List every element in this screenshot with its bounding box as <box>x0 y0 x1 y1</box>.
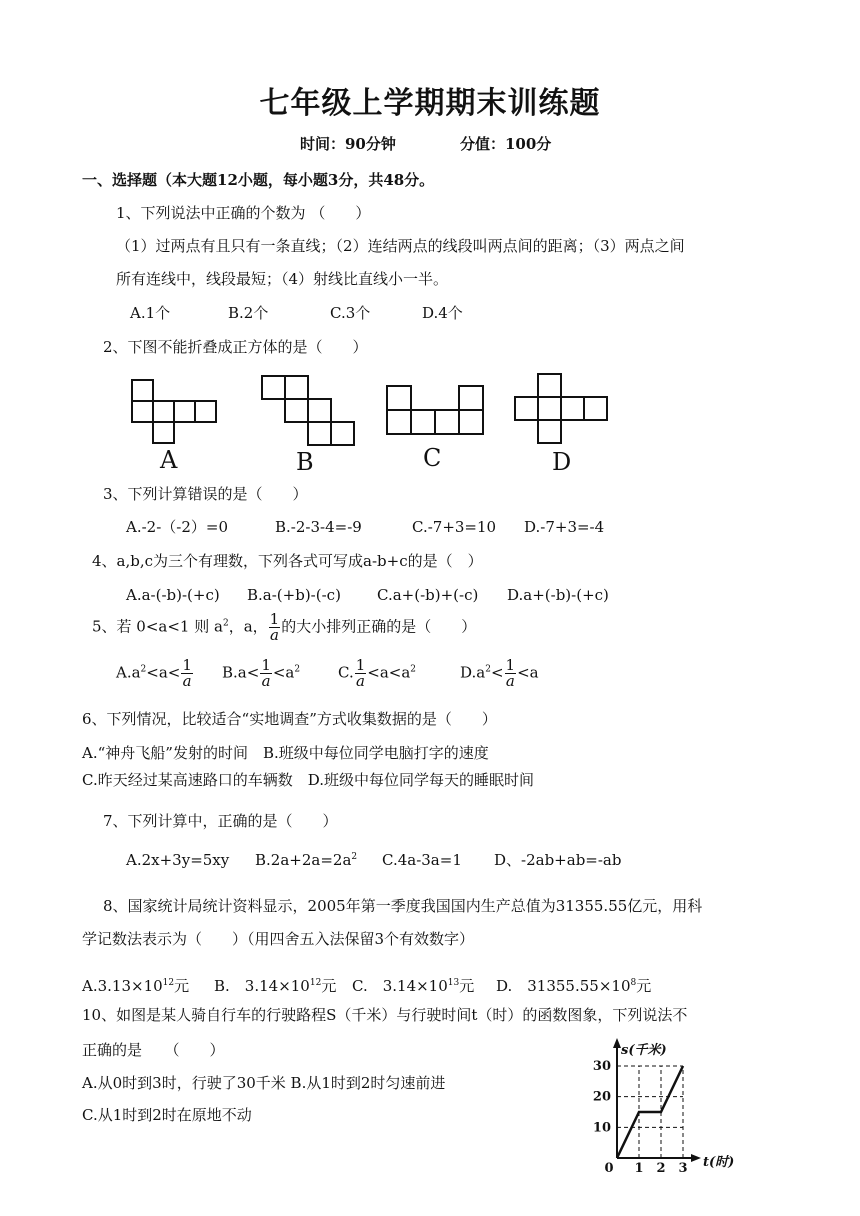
q8-option-b: B. $3.14\times 10^{12}$元 <box>214 977 337 995</box>
q1-option-d: D.4个 <box>422 304 463 322</box>
exam-time: 时间：90分钟 <box>300 135 396 153</box>
q6-line1: A.“神舟飞船”发射的时间 B.班级中每位同学电脑打字的速度 <box>82 744 489 762</box>
section-heading: 一、选择题（本大题12小题，每小题3分，共48分。 <box>82 171 435 189</box>
y-tick-label-0: 10 <box>592 1120 611 1136</box>
y-axis-label: s(千米) <box>621 1043 667 1058</box>
q5-option-b: B.a< $\frac{1}{a}$ $<a^2$ <box>222 656 301 690</box>
page-title: 七年级上学期期末训练题 <box>259 86 601 121</box>
fraction-one-over-a: $\frac{1}{a}$ <box>269 610 280 644</box>
x-tick-label-0: 0 <box>604 1161 614 1174</box>
x-tick-label-2: 2 <box>656 1161 666 1174</box>
cube-net-d <box>515 374 607 443</box>
cube-net-b <box>262 376 354 445</box>
q5-option-d: $D.a^2<$ $\frac{1}{a}$ <a <box>460 656 539 690</box>
q10-line1: 10、如图是某人骑自行车的行驶路程S（千米）与行驶时间t（时）的函数图象，下列说法不 <box>82 1006 688 1024</box>
q6-line2: C.昨天经过某高速路口的车辆数 D.班级中每位同学每天的睡眠时间 <box>82 771 534 789</box>
q4-option-a: A.a-(-b)-(+c) <box>126 586 220 604</box>
cube-net-a <box>132 380 216 443</box>
q10-line2: 正确的是 （ ） <box>82 1041 225 1059</box>
net-label-c: C <box>423 444 442 472</box>
q8-option-c: C. $3.14\times 10^{13}$元 <box>352 977 475 995</box>
q8-line2: 学记数法表示为（ ）（用四舍五入法保留3个有效数字） <box>82 930 475 948</box>
q10-option-ab: A.从0时到3时，行驶了30千米 B.从1时到2时匀速前进 <box>82 1074 446 1092</box>
y-tick-label-1: 20 <box>592 1089 611 1105</box>
net-label-b: B <box>296 448 314 474</box>
y-axis-arrow <box>613 1038 621 1048</box>
q7-option-d: D、-2ab+ab=-ab <box>494 851 622 869</box>
q7-option-b: $B.2a+2a=2a^2$ <box>255 851 358 869</box>
x-axis-arrow <box>691 1154 701 1162</box>
distance-time-chart <box>585 1034 765 1174</box>
q7-stem: 7、下列计算中，正确的是（ ） <box>103 812 338 830</box>
q4-option-b: B.a-(+b)-(-c) <box>247 586 341 604</box>
q3-option-b: B.-2-3-4=-9 <box>275 518 362 536</box>
series-line <box>617 1066 683 1158</box>
q4-stem: 4、a,b,c为三个有理数，下列各式可写成a-b+c的是（ ） <box>92 552 483 570</box>
x-tick-label-1: 1 <box>634 1161 644 1174</box>
chart-ticks <box>593 1059 688 1174</box>
cube-nets-figure <box>120 366 620 474</box>
net-label-a: A <box>160 446 178 474</box>
cube-net-c <box>387 386 483 434</box>
q10-option-c: C.从1时到2时在原地不动 <box>82 1106 252 1124</box>
q1-option-b: B.2个 <box>228 304 269 322</box>
q1-option-c: C.3个 <box>330 304 371 322</box>
x-tick-label-3: 3 <box>678 1161 688 1174</box>
q7-option-c: C.4a-3a=1 <box>382 851 462 869</box>
y-tick-label-2: 30 <box>592 1059 611 1074</box>
q4-option-c: C.a+(-b)+(-c) <box>377 586 479 604</box>
q5-option-a: $A.a^2<a<$ $\frac{1}{a}$ <box>116 656 192 690</box>
q8-option-a: $A.3.13\times 10^{12}$元 <box>82 977 190 995</box>
q8-option-d: D. $31355.55\times 10^8$元 <box>496 977 652 995</box>
exam-score: 分值：100分 <box>460 135 552 153</box>
q1-stem: 1、下列说法中正确的个数为 （ ） <box>116 204 371 222</box>
q1-line2: 所有连线中，线段最短；（4）射线比直线小一半。 <box>116 270 449 288</box>
q6-stem: 6、下列情况，比较适合“实地调查”方式收集数据的是（ ） <box>82 710 497 728</box>
q8-line1: 8、国家统计局统计资料显示，2005年第一季度我国国内生产总值为31355.55亿元，用科 <box>103 897 703 915</box>
q2-stem: 2、下图不能折叠成正方体的是（ ） <box>103 338 368 356</box>
net-label-d: D <box>552 448 572 474</box>
q3-option-c: C.-7+3=10 <box>412 518 497 536</box>
q7-option-a: A.2x+3y=5xy <box>126 851 230 869</box>
x-axis-label: t(时) <box>703 1155 735 1170</box>
q1-option-a: A.1个 <box>130 304 171 322</box>
q4-option-d: D.a+(-b)-(+c) <box>507 586 609 604</box>
q3-stem: 3、下列计算错误的是（ ） <box>103 485 308 503</box>
q5-option-c: C. $\frac{1}{a}$ $<a<a^2$ <box>338 656 417 690</box>
q1-line1: （1）过两点有且只有一条直线；（2）连结两点的线段叫两点间的距离；（3）两点之间 <box>116 237 685 255</box>
q3-option-d: D.-7+3=-4 <box>524 518 605 536</box>
q5-stem: 5、若 0<a<1 则 $a^2$，a， $\frac{1}{a}$ 的大小排列正确的是（ ） <box>92 610 477 644</box>
q3-option-a: A.-2-（-2）=0 <box>126 518 229 536</box>
